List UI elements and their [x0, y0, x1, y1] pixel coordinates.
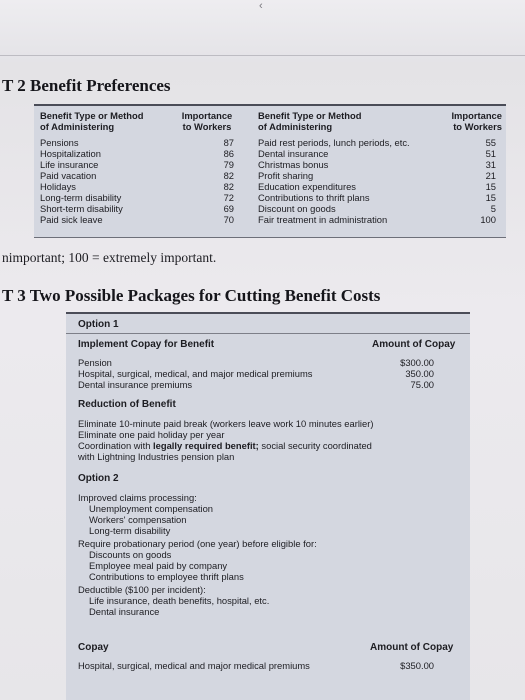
table2-right-value: 21 — [485, 170, 496, 181]
table2-col-type-right — [258, 110, 428, 225]
table2-right-label: Christmas bonus — [258, 159, 329, 170]
table2-left-value: 87 — [223, 137, 234, 148]
option1-copay-value: 350.00 — [405, 368, 434, 379]
table2-left-value: 70 — [223, 214, 234, 225]
option1-copay-value: 75.00 — [410, 379, 434, 390]
table2-right-label: Paid rest periods, lunch periods, etc. — [258, 137, 410, 148]
option1-amount-heading: Amount of Copay — [372, 339, 456, 350]
option1-coordination-line2: with Lightning Industries pension plan — [78, 451, 235, 462]
table2-header-importance-left: Importance to Workers — [181, 110, 233, 132]
table2-left-value: 72 — [223, 192, 234, 203]
option1-reduction-line: Eliminate 10-minute paid break (workers leave work 10 minutes earlier) — [78, 418, 374, 429]
table3-header-rule — [66, 333, 470, 334]
option2-improved-item: Unemployment compensation — [89, 503, 214, 514]
table2-right-value: 5 — [490, 203, 496, 214]
table2-right-value: 15 — [485, 181, 496, 192]
top-divider — [0, 55, 525, 56]
table2-col-importance-right — [432, 110, 502, 225]
option1-copay-heading: Implement Copay for Benefit — [78, 339, 215, 350]
option1-reduction-heading: Reduction of Benefit — [78, 399, 176, 410]
option2-deductible-heading: Deductible ($100 per incident): — [78, 584, 206, 595]
table2-header-importance-right: Importance to Workers — [451, 110, 502, 132]
table2-col-type-left — [40, 110, 170, 225]
option1-copay-label: Pension — [78, 357, 112, 368]
table2-right-label: Dental insurance — [258, 148, 329, 159]
table2-left-label: Life insurance — [40, 159, 99, 170]
table2-header-type-left: Benefit Type or Method of Administering — [40, 110, 144, 132]
table2-right-value: 100 — [480, 214, 496, 225]
option2-probation-item: Employee meal paid by company — [89, 560, 228, 571]
option1-copay-value: $300.00 — [400, 357, 434, 368]
option1-label: Option 1 — [78, 319, 119, 330]
table2-footnote: nimportant; 100 = extremely important. — [2, 250, 217, 265]
table2-right-label: Education expenditures — [258, 181, 356, 192]
table2-right-label: Contributions to thrift plans — [258, 192, 370, 203]
table3-panel — [66, 312, 470, 700]
option2-amount-heading: Amount of Copay — [370, 642, 454, 653]
table2-left-label: Holidays — [40, 181, 76, 192]
table2-left-label: Long-term disability — [40, 192, 122, 203]
table2-left-label: Hospitalization — [40, 148, 101, 159]
table2-right-label: Fair treatment in administration — [258, 214, 388, 225]
table2-header-type-right: Benefit Type or Method of Administering — [258, 110, 362, 132]
table2-top-rule — [34, 104, 506, 106]
option2-probation-heading: Require probationary period (one year) before eligible for: — [78, 538, 317, 549]
option2-improved-item: Workers' compensation — [89, 514, 187, 525]
table3-title: T 3 Two Possible Packages for Cutting Benefit Costs — [2, 286, 381, 305]
table2-right-value: 31 — [485, 159, 496, 170]
table2-col-importance-left — [174, 110, 240, 225]
option1-copay-label: Dental insurance premiums — [78, 379, 193, 390]
table2-left-label: Pensions — [40, 137, 79, 148]
table2-title: T 2 Benefit Preferences — [2, 76, 171, 95]
table2-left-value: 82 — [223, 181, 234, 192]
table2-right-value: 55 — [485, 137, 496, 148]
option2-deductible-item: Dental insurance — [89, 606, 160, 617]
option2-copay-label: Hospital, surgical, medical and major medical premiums — [78, 660, 310, 671]
option2-copay-heading: Copay — [78, 642, 109, 653]
option2-improved-heading: Improved claims processing: — [78, 492, 197, 503]
table2-right-label: Profit sharing — [258, 170, 314, 181]
table2-panel — [34, 104, 506, 238]
table3-top-rule — [66, 312, 470, 314]
table2-left-value: 79 — [223, 159, 234, 170]
option2-label: Option 2 — [78, 473, 119, 484]
option2-improved-item: Long-term disability — [89, 525, 171, 536]
table2-right-label: Discount on goods — [258, 203, 336, 214]
table2-right-value: 51 — [485, 148, 496, 159]
option2-probation-item: Contributions to employee thrift plans — [89, 571, 244, 582]
option2-copay-value: $350.00 — [400, 660, 434, 671]
option1-coordination-line: Coordination with legally required benefit; social security coordinated — [78, 440, 372, 451]
table2-left-label: Short-term disability — [40, 203, 123, 214]
table2-left-value: 82 — [223, 170, 234, 181]
table2-left-label: Paid sick leave — [40, 214, 103, 225]
table2-right-value: 15 — [485, 192, 496, 203]
table2-left-value: 86 — [223, 148, 234, 159]
table2-left-label: Paid vacation — [40, 170, 97, 181]
option2-deductible-item: Life insurance, death benefits, hospital, etc. — [89, 595, 270, 606]
option1-reduction-line: Eliminate one paid holiday per year — [78, 429, 225, 440]
option1-copay-label: Hospital, surgical, medical, and major medical premiums — [78, 368, 313, 379]
chevron-left-icon[interactable]: ‹ — [259, 0, 263, 12]
table2-bottom-rule — [34, 237, 506, 238]
option2-probation-item: Discounts on goods — [89, 549, 172, 560]
table2-left-value: 69 — [223, 203, 234, 214]
